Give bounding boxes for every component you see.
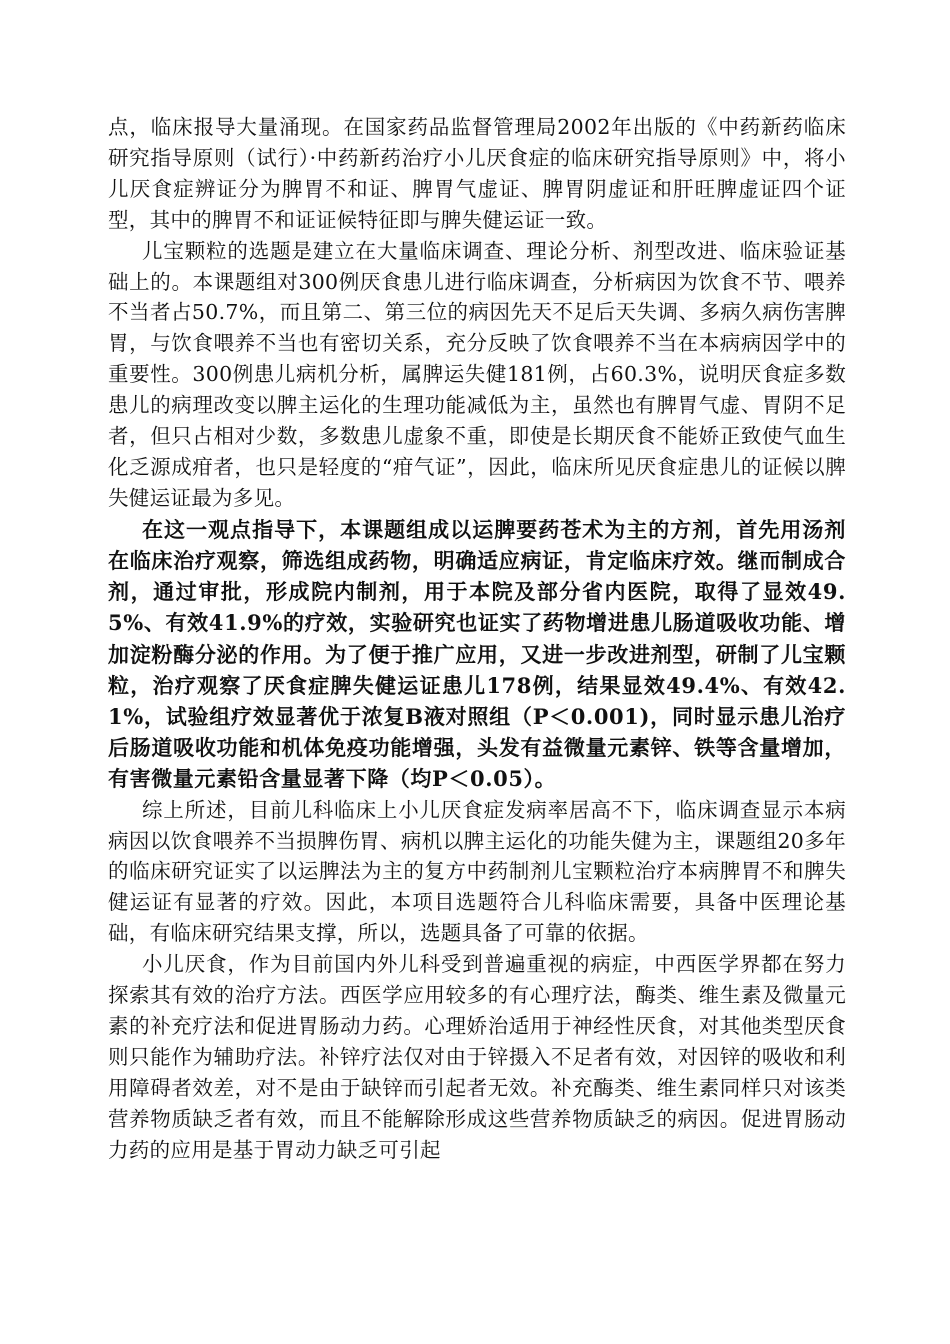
- document-page: [108, 112, 846, 1165]
- paragraph-4: 综上所述，目前儿科临床上小儿厌食症发病率居高不下，临床调查显示本病病因以饮食喂养不当损脾伤胃、病机以脾主运化的功能失健为主，课题组20多年的临床研究证实了以运脾法为主的复方中药制剂儿宝颗粒治疗本病脾胃不和脾失健运证有显著的疗效。因此，本项目选题符合儿科临床需要，具备中医理论基础，有临床研究结果支撑，所以，选题具备了可靠的依据。: [108, 797, 846, 946]
- paragraph-1: 点，临床报导大量涌现。在国家药品监督管理局2002年出版的《中药新药临床研究指导原则（试行）·中药新药治疗小儿厌食症的临床研究指导原则》中，将小儿厌食症辨证分为脾胃不和证、脾胃气虚证、脾胃阴虚证和肝旺脾虚证四个证型，其中的脾胃不和证证候特征即与脾失健运证一致。: [108, 115, 846, 232]
- paragraph-2: 儿宝颗粒的选题是建立在大量临床调查、理论分析、剂型改进、临床验证基础上的。本课题组对300例厌食患儿进行临床调查，分析病因为饮食不节、喂养不当者占50.7%，而且第二、第三位的病因先天不足后天失调、多病久病伤害脾胃，与饮食喂养不当也有密切关系，充分反映了饮食喂养不当在本病病因学中的重要性。300例患儿病机分析，属脾运失健181例，占60.3%，说明厌食症多数患儿的病理改变以脾主运化的生理功能减低为主，虽然也有脾胃气虚、胃阴不足者，但只占相对少数，多数患儿虚象不重，即使是长期厌食不能娇正致使气血生化乏源成疳者，也只是轻度的“疳气证”，因此，临床所见厌食症患儿的证候以脾失健运证最为多见。: [108, 238, 846, 510]
- paragraph-3-bold: 在这一观点指导下，本课题组成以运脾要药苍术为主的方剂，首先用汤剂在临床治疗观察，筛选组成药物，明确适应病证，肯定临床疗效。继而制成合剂，通过审批，形成院内制剂，用于本院及部分省内医院，取得了显效49.5%、有效41.9%的疗效，实验研究也证实了药物增进患儿肠道吸收功能、增加淀粉酶分泌的作用。为了便于推广应用，又进一步改进剂型，研制了儿宝颗粒，治疗观察了厌食症脾失健运证患儿178例，结果显效49.4%、有效42.1%，试验组疗效显著优于浓复B液对照组（P＜0.001)，同时显示患儿治疗后肠道吸收功能和机体免疫功能增强，头发有益微量元素锌、铁等含量增加，有害微量元素铅含量显著下降（均P＜0.05）。: [108, 516, 846, 792]
- paragraph-5: 小儿厌食，作为目前国内外儿科受到普遍重视的病症，中西医学界都在努力探索其有效的治疗方法。西医学应用较多的有心理疗法，酶类、维生素及微量元素的补充疗法和促进胃肠动力药。心理娇治适用于神经性厌食，对其他类型厌食则只能作为辅助疗法。补锌疗法仅对由于锌摄入不足者有效，对因锌的吸收和利用障碍者效差，对不是由于缺锌而引起者无效。补充酶类、维生素同样只对该类营养物质缺乏者有效，而且不能解除形成这些营养物质缺乏的病因。促进胃肠动力药的应用是基于胃动力缺乏可引起: [108, 952, 846, 1162]
